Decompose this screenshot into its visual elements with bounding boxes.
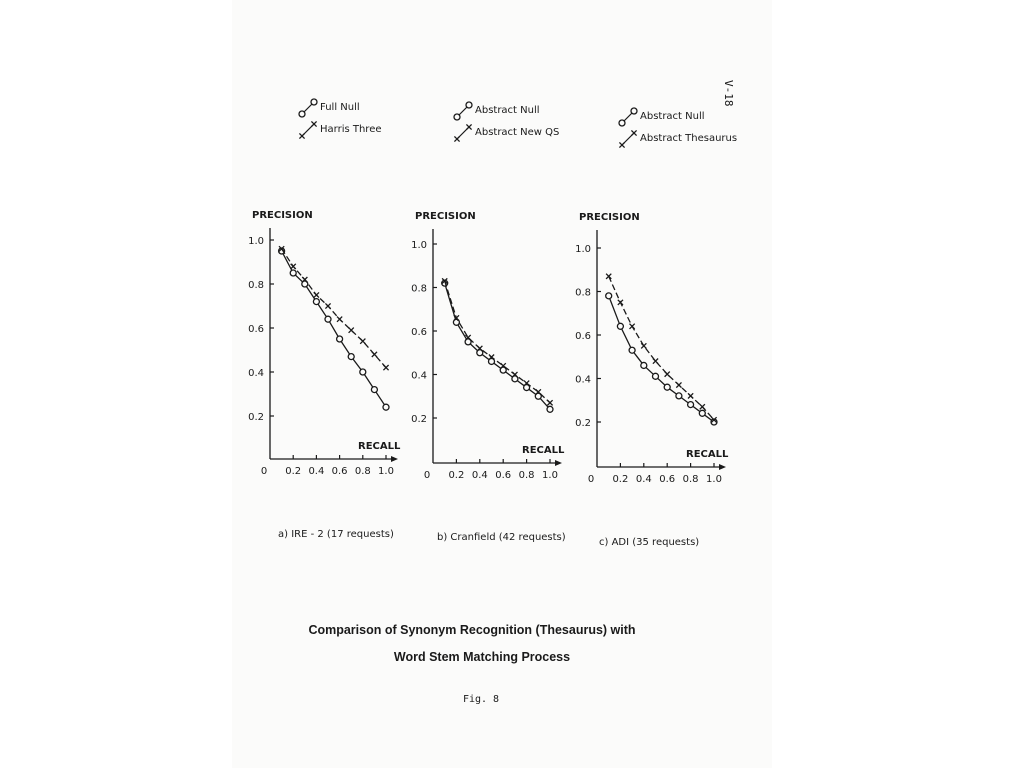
x-tick-label: 0.2: [285, 466, 302, 477]
x-axis-arrow: [555, 460, 562, 466]
x-tick-label: 0.8: [518, 470, 535, 481]
series-line-cross: [282, 249, 386, 368]
y-tick-label: 1.0: [575, 244, 591, 255]
legend-entry: [299, 99, 360, 117]
x-tick-label: 1.0: [542, 470, 558, 481]
data-point-cross: [618, 300, 623, 305]
data-point-circle: [325, 316, 331, 322]
data-point-circle: [348, 354, 354, 360]
data-point-circle: [337, 336, 343, 342]
y-tick-label: 0.6: [411, 327, 427, 338]
x-tick-label: 0.2: [448, 470, 465, 481]
y-axis-title: PRECISION: [415, 211, 476, 222]
origin-label: 0: [587, 474, 595, 485]
origin-label: 0: [423, 470, 431, 481]
legend-marker-end: [311, 99, 317, 105]
legend-label: Abstract Thesaurus: [640, 133, 738, 144]
legend-marker-start: [299, 111, 305, 117]
y-tick-label: 0.2: [248, 412, 264, 423]
x-tick-label: 0.2: [612, 474, 629, 485]
y-tick-label: 0.2: [575, 418, 591, 429]
legend-marker-end: [466, 124, 471, 129]
x-tick-label: 0.8: [682, 474, 699, 485]
x-tick-label: 0.6: [331, 466, 348, 477]
figure-label: Fig. 8: [462, 694, 500, 705]
legend-label: Abstract New QS: [475, 127, 560, 138]
legend-marker-end: [631, 108, 637, 114]
legends: [299, 99, 737, 148]
data-point-cross: [383, 365, 388, 370]
chart-panel-b: [411, 211, 566, 543]
data-point-cross: [606, 274, 611, 279]
data-point-circle: [641, 362, 647, 368]
legend-marker-start: [619, 142, 624, 147]
data-point-cross: [325, 303, 330, 308]
legend-marker-start: [454, 136, 459, 141]
legend-label: Abstract Null: [475, 105, 540, 116]
data-point-circle: [383, 404, 389, 410]
y-tick-label: 0.8: [575, 287, 591, 299]
legend-entry: [299, 121, 381, 138]
legend-marker-start: [299, 133, 304, 138]
x-tick-label: 0.4: [308, 466, 325, 477]
page-number: V-18: [722, 80, 735, 107]
data-point-cross: [360, 339, 365, 344]
legend-marker-start: [454, 114, 460, 120]
y-tick-label: 1.0: [248, 236, 264, 247]
x-tick-label: 0.4: [635, 474, 652, 485]
data-point-circle: [676, 393, 682, 399]
panel-subtitle: a) IRE - 2 (17 requests): [278, 529, 394, 540]
series-line-circle: [282, 251, 386, 407]
data-point-cross: [665, 372, 670, 377]
data-point-cross: [349, 328, 354, 333]
data-point-circle: [606, 293, 612, 299]
data-point-circle: [313, 299, 319, 305]
data-point-cross: [291, 264, 296, 269]
y-tick-label: 0.6: [575, 331, 591, 342]
x-axis-title: RECALL: [358, 441, 401, 452]
legend-entry: [619, 108, 705, 126]
legend-label: Harris Three: [320, 124, 382, 135]
figure-caption-line1: Comparison of Synonym Recognition (Thesaurus) with: [308, 623, 636, 637]
x-axis-title: RECALL: [686, 449, 729, 460]
chart-panel-a: [248, 210, 401, 540]
legend-label: Abstract Null: [640, 111, 705, 122]
x-axis-arrow: [391, 456, 398, 462]
data-point-cross: [314, 292, 319, 297]
data-point-circle: [371, 387, 377, 393]
x-tick-label: 1.0: [706, 474, 722, 485]
data-point-circle: [664, 384, 670, 390]
legend-marker-end: [631, 130, 636, 135]
data-point-circle: [290, 270, 296, 276]
data-point-circle: [617, 323, 623, 329]
data-point-circle: [629, 347, 635, 353]
origin-label: 0: [260, 466, 268, 477]
y-axis-title: PRECISION: [579, 212, 640, 223]
legend-entry: [619, 130, 737, 147]
data-point-circle: [360, 369, 366, 375]
x-tick-label: 0.6: [659, 474, 676, 485]
data-point-circle: [547, 406, 553, 412]
legend-entry: [454, 102, 540, 120]
legend-marker-end: [466, 102, 472, 108]
legend-marker-start: [619, 120, 625, 126]
y-tick-label: 0.2: [411, 414, 427, 425]
data-point-cross: [372, 352, 377, 357]
data-point-cross: [700, 404, 705, 409]
y-axis-title: PRECISION: [252, 210, 313, 221]
x-tick-label: 1.0: [378, 466, 394, 477]
data-point-circle: [653, 373, 659, 379]
x-tick-label: 0.4: [471, 470, 488, 481]
figure-caption-line2: Word Stem Matching Process: [393, 650, 571, 664]
chart-panel-c: [575, 212, 729, 548]
data-point-cross: [688, 393, 693, 398]
y-tick-label: 0.8: [248, 280, 264, 291]
data-point-cross: [547, 400, 552, 405]
data-point-cross: [630, 324, 635, 329]
y-tick-label: 1.0: [411, 240, 427, 251]
x-axis-title: RECALL: [522, 445, 565, 456]
legend-marker-end: [311, 121, 316, 126]
data-point-cross: [337, 317, 342, 322]
y-tick-label: 0.4: [411, 370, 427, 382]
x-tick-label: 0.8: [354, 466, 371, 477]
x-tick-label: 0.6: [495, 470, 512, 481]
data-point-circle: [699, 410, 705, 416]
y-tick-label: 0.8: [411, 283, 427, 295]
panel-subtitle: b) Cranfield (42 requests): [437, 532, 566, 543]
y-tick-label: 0.4: [575, 374, 591, 386]
series-line-cross: [445, 281, 550, 403]
y-tick-label: 0.4: [248, 368, 264, 379]
legend-entry: [454, 124, 559, 141]
data-point-cross: [676, 382, 681, 387]
x-axis-arrow: [719, 464, 726, 470]
series-line-cross: [609, 276, 714, 420]
data-point-cross: [653, 359, 658, 364]
panel-subtitle: c) ADI (35 requests): [599, 537, 700, 548]
y-tick-label: 0.6: [248, 324, 264, 335]
data-point-circle: [688, 402, 694, 408]
series-line-circle: [445, 283, 550, 409]
data-point-cross: [641, 343, 646, 348]
legend-label: Full Null: [320, 102, 360, 113]
